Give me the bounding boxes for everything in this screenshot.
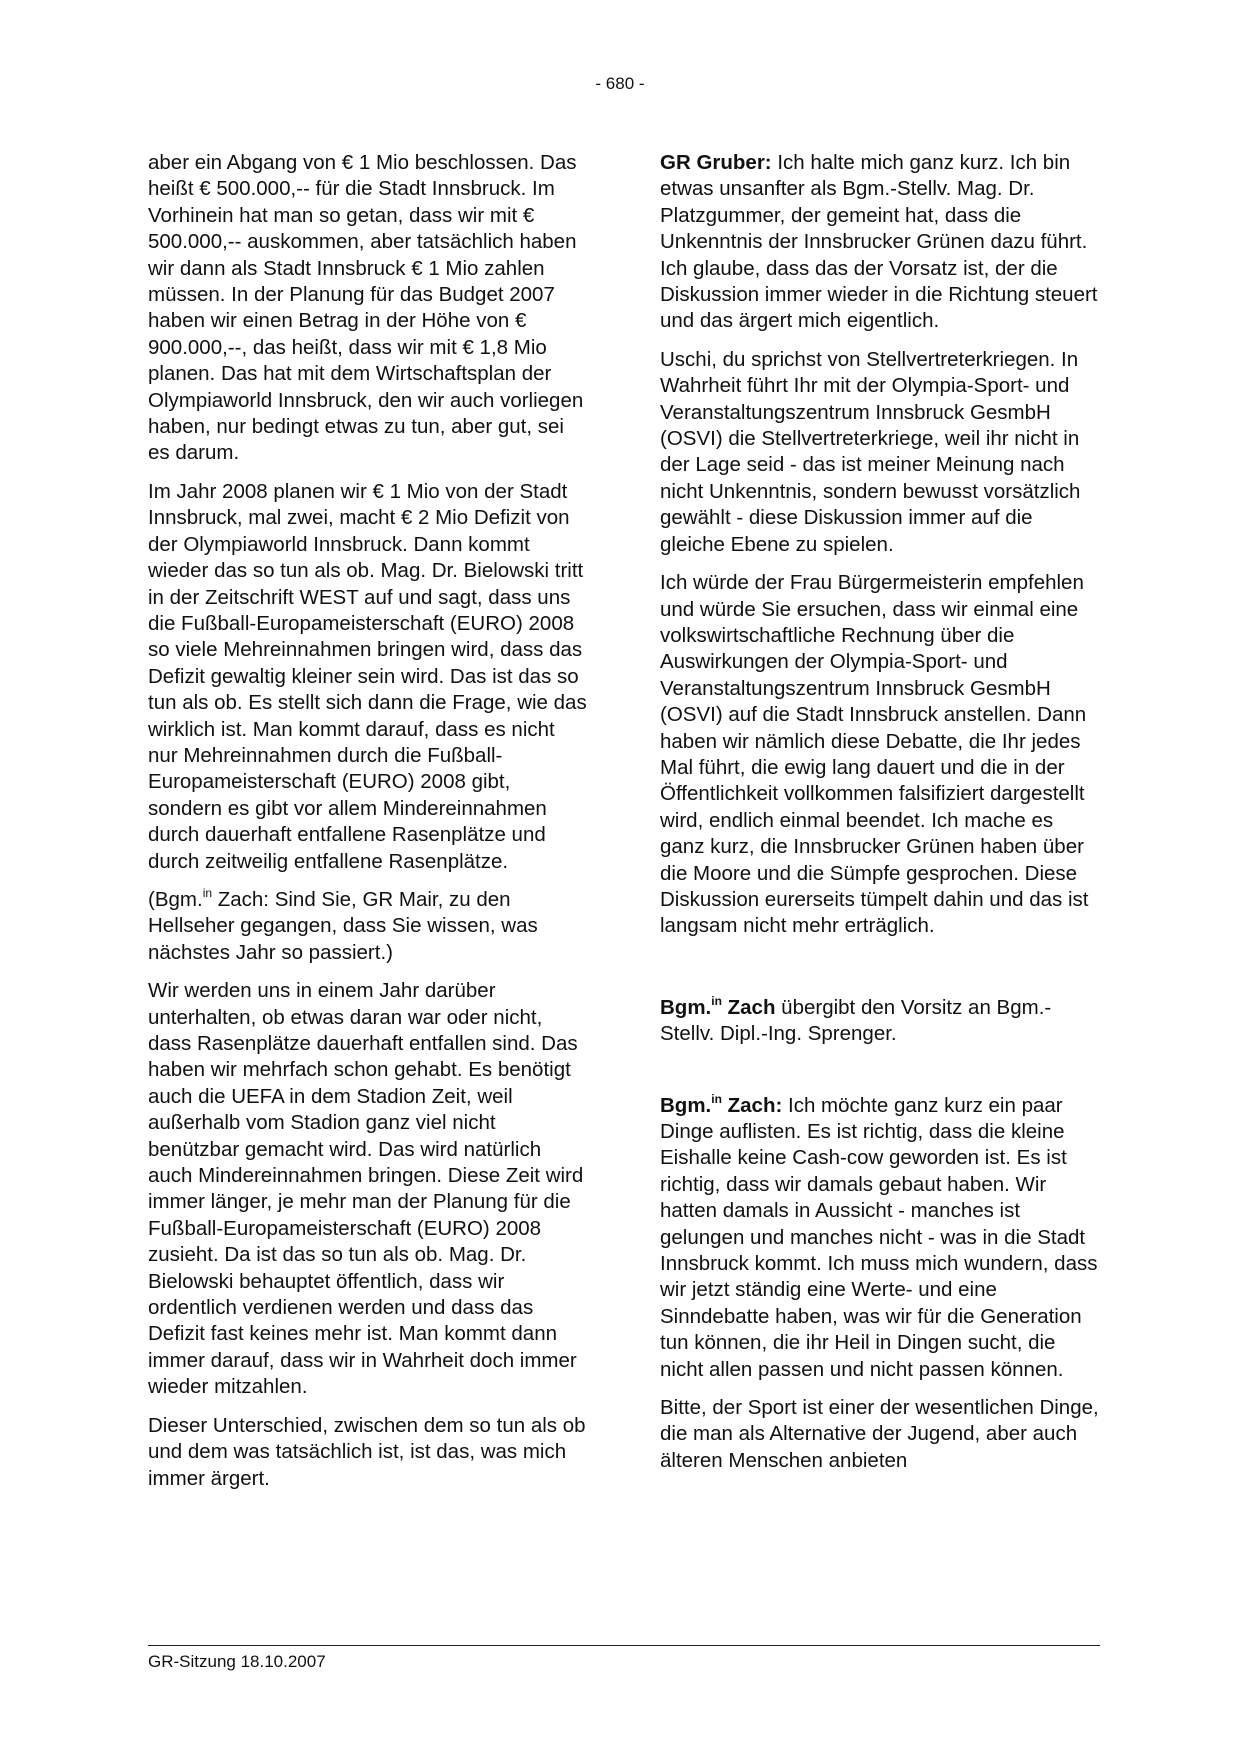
speech-gruber: GR Gruber: Ich halte mich ganz kurz. Ich bin etwas unsanfter als Bgm.-Stellv. Mag. Dr. Platzgummer, der gemeint hat, dass die Unkenntnis der Innsbrucker Grünen dazu führt. Ich glaube, dass das der Vorsatz ist, der die Diskussion immer wieder in die Richtung steuert und das ärgert mich eigentlich. — [660, 151, 1098, 333]
page-number: - 680 - — [595, 74, 645, 93]
speaker-name: Bgm.$^{in}$ Zach — [660, 993, 776, 1019]
speaker-name: Bgm.$^{in}$ Zach: — [660, 1091, 783, 1117]
paragraph: Wir werden uns in einem Jahr darüber unterhalten, ob etwas daran war oder nicht, dass Rasenplätze dauerhaft entfallen sind. Das haben wir mehrfach schon gehabt. Es benötigt auch die UEFA in dem Stadion Zeit, weil außerhalb vom Stadion ganz viel nicht benützbar gemacht wird. Das wird natürlich auch Mindereinnahmen bringen. Diese Zeit wird immer länger, je mehr man der Planung für die Fußball-Europameisterschaft (EURO) 2008 zusieht. Da ist das so tun als ob. Mag. Dr. Bielowski behauptet öffentlich, dass wir ordentlich verdienen werden und dass das Defizit fast keines mehr ist. Man kommt dann immer darauf, dass wir in Wahrheit doch immer wieder mitzahlen. — [148, 979, 584, 1399]
left-column — [148, 150, 588, 1492]
speech-zach: Bgm.$^{in}$ Zach: Ich möchte ganz kurz ein paar Dinge auflisten. Es ist richtig, dass die kleine Eishalle keine Cash-cow geworden ist. Es ist richtig, dass wir damals gebaut haben. Wir hatten damals in Aussicht - manches ist gelungen und manches nicht - was in die Stadt Innsbruck kommt. Ich muss mich wundern, dass wir jetzt ständig eine Werte- und eine Sinndebatte haben, was wir für die Generation tun können, die ihr Heil in Dingen sucht, die nicht allen passen und nicht passen können. — [660, 1091, 1098, 1381]
right-column — [660, 150, 1100, 1474]
paragraph: Uschi, du sprichst von Stellvertreterkriegen. In Wahrheit führt Ihr mit der Olympia-Sport- und Veranstaltungszentrum Innsbruck GesmbH (OSVI) die Stellvertreterkriege, weil ihr nicht in der Lage seid - das ist meiner Meinung nach nicht Unkenntnis, sondern bewusst vorsätzlich gewählt - diese Diskussion immer auf die gleiche Ebene zu spielen. — [660, 347, 1081, 556]
interjection: (Bgm.$^{in}$ Zach: Sind Sie, GR Mair, zu den Hellseher gegangen, dass Sie wissen, was nächstes Jahr so passiert.) — [148, 885, 538, 964]
footer-divider — [148, 1645, 1100, 1646]
footer-text: GR-Sitzung 18.10.2007 — [148, 1652, 326, 1671]
paragraph: Bitte, der Sport ist einer der wesentlichen Dinge, die man als Alternative der Jugend, aber auch älteren Menschen anbieten — [660, 1396, 1099, 1472]
paragraph: aber ein Abgang von € 1 Mio beschlossen. Das heißt € 500.000,-- für die Stadt Innsbruck. Im Vorhinein hat man so getan, dass wir mit € 500.000,-- auskommen, aber tatsächlich haben wir dann als Stadt Innsbruck € 1 Mio zahlen müssen. In der Planung für das Budget 2007 haben wir einen Betrag in der Höhe von € 900.000,--, das heißt, dass wir mit € 1,8 Mio planen. Das hat mit dem Wirtschaftsplan der Olympiaworld Innsbruck, den wir auch vorliegen haben, nur bedingt etwas zu tun, aber gut, sei es darum. — [148, 151, 584, 465]
paragraph: Im Jahr 2008 planen wir € 1 Mio von der Stadt Innsbruck, mal zwei, macht € 2 Mio Defizit von der Olympiaworld Innsbruck. Dann kommt wieder das so tun als ob. Mag. Dr. Bielowski tritt in der Zeitschrift WEST auf und sagt, dass uns die Fußball-Europameisterschaft (EURO) 2008 so viele Mehreinnahmen bringen wird, dass das Defizit gewaltig kleiner sein wird. Das ist das so tun als ob. Es stellt sich dann die Frage, wie das wirklich ist. Man kommt darauf, dass es nicht nur Mehreinnahmen durch die Fußball-Europameisterschaft (EURO) 2008 gibt, sondern es gibt vor allem Mindereinnahmen durch dauerhaft entfallene Rasenplätze und durch zeitweilig entfallene Rasenplätze. — [148, 479, 587, 873]
paragraph: Dieser Unterschied, zwischen dem so tun als ob und dem was tatsächlich ist, ist das, was mich immer ärgert. — [148, 1413, 586, 1490]
paragraph: Ich würde der Frau Bürgermeisterin empfehlen und würde Sie ersuchen, dass wir einmal eine volkswirtschaftliche Rechnung über die Auswirkungen der Olympia-Sport- und Veranstaltungszentrum Innsbruck GesmbH (OSVI) auf die Stadt Innsbruck anstellen. Dann haben wir nämlich diese Debatte, die Ihr jedes Mal führt, die ewig lang dauert und die in der Öffentlichkeit vollkommen falsifiziert dargestellt wird, endlich einmal beendet. Ich mache es ganz kurz, die Innsbrucker Grünen haben über die Moore und die Sümpfe gesprochen. Diese Diskussion eurerseits tümpelt dahin und das ist langsam nicht mehr erträglich. — [660, 571, 1089, 938]
chair-change-note: Bgm.$^{in}$ Zach übergibt den Vorsitz an Bgm.-Stellv. Dipl.-Ing. Sprenger. — [660, 993, 1052, 1046]
speaker-name: GR Gruber: — [660, 151, 772, 174]
